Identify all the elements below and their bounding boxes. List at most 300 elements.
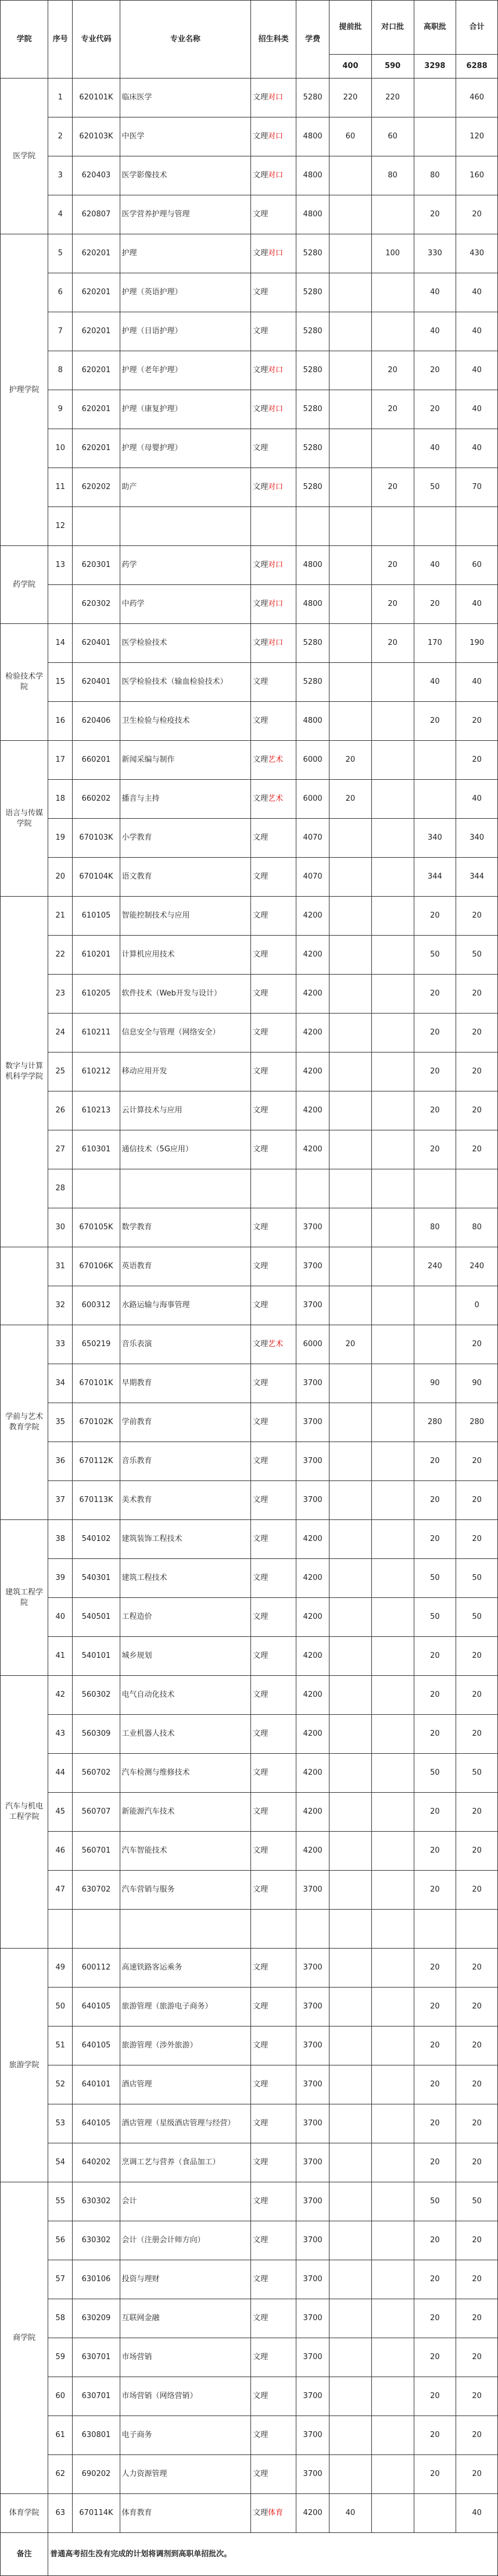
major-name: 护理（老年护理） — [120, 351, 251, 390]
quota-early — [329, 273, 372, 312]
tuition-fee: 4800 — [296, 117, 329, 156]
enroll-type — [251, 468, 296, 507]
quota-higher: 20 — [414, 1988, 456, 2026]
quota-vocational — [371, 1364, 414, 1403]
quota-vocational — [371, 1637, 414, 1676]
row-no: 10 — [48, 429, 73, 468]
enroll-type — [251, 1832, 296, 1871]
major-name: 中药学 — [120, 585, 251, 624]
header-code: 专业代码 — [73, 1, 120, 79]
quota-early — [329, 2026, 372, 2065]
major-code: 620807 — [73, 195, 120, 234]
major-code: 620201 — [73, 429, 120, 468]
quota-vocational — [371, 1910, 414, 1949]
sum-total: 6288 — [456, 55, 498, 79]
quota-higher: 20 — [414, 2104, 456, 2143]
quota-vocational: 80 — [371, 156, 414, 195]
major-name: 电子商务 — [120, 2416, 251, 2455]
row-no: 24 — [48, 1014, 73, 1052]
enroll-type-tag: 对口 — [268, 366, 284, 374]
quota-higher: 50 — [414, 2182, 456, 2221]
quota-total: 50 — [456, 936, 498, 975]
quota-higher: 20 — [414, 195, 456, 234]
quota-higher: 20 — [414, 1832, 456, 1871]
enroll-type-tag: 对口 — [268, 561, 284, 569]
quota-total: 20 — [456, 1949, 498, 1988]
major-code: 630106 — [73, 2260, 120, 2299]
enroll-type — [251, 1364, 296, 1403]
tuition-fee — [296, 1910, 329, 1949]
table-row — [1, 1286, 498, 1325]
tuition-fee: 5280 — [296, 429, 329, 468]
enroll-type-base: 文理 — [253, 1223, 268, 1232]
quota-early — [329, 1910, 372, 1949]
major-name: 护理（英语护理） — [120, 273, 251, 312]
enroll-type — [251, 1052, 296, 1091]
major-name: 护理（母婴护理） — [120, 429, 251, 468]
row-no: 45 — [48, 1793, 73, 1832]
table-row — [1, 1169, 498, 1208]
enroll-type-base: 文理 — [253, 1418, 268, 1426]
enroll-type — [251, 1676, 296, 1715]
quota-total: 20 — [456, 2299, 498, 2338]
quota-early — [329, 390, 372, 429]
row-no: 14 — [48, 624, 73, 663]
major-code: 630302 — [73, 2182, 120, 2221]
quota-vocational — [371, 1403, 414, 1442]
row-no: 23 — [48, 975, 73, 1014]
quota-higher: 20 — [414, 1130, 456, 1169]
major-name: 互联网金融 — [120, 2299, 251, 2338]
enroll-type-base: 文理 — [253, 600, 268, 608]
row-no — [48, 585, 73, 624]
table-row — [1, 741, 498, 780]
quota-higher: 240 — [414, 1247, 456, 1286]
table-row — [1, 1988, 498, 2026]
table-row — [1, 546, 498, 585]
major-code: 610301 — [73, 1130, 120, 1169]
quota-early — [329, 1247, 372, 1286]
table-row — [1, 858, 498, 897]
major-name: 工业机器人技术 — [120, 1715, 251, 1754]
quota-higher: 40 — [414, 312, 456, 351]
quota-early — [329, 819, 372, 858]
table-row — [1, 936, 498, 975]
quota-total: 50 — [456, 1754, 498, 1793]
major-code: 640101 — [73, 2065, 120, 2104]
quota-higher: 50 — [414, 1559, 456, 1598]
enroll-type-base: 文理 — [253, 716, 268, 725]
quota-total: 90 — [456, 1364, 498, 1403]
quota-higher: 340 — [414, 819, 456, 858]
quota-vocational — [371, 1988, 414, 2026]
major-code — [73, 1910, 120, 1949]
row-no: 20 — [48, 858, 73, 897]
major-code: 620302 — [73, 585, 120, 624]
quota-higher: 20 — [414, 1481, 456, 1520]
row-no: 38 — [48, 1520, 73, 1559]
major-name: 助产 — [120, 468, 251, 507]
tuition-fee: 3700 — [296, 2260, 329, 2299]
enroll-type-tag: 艺术 — [268, 794, 284, 803]
row-no: 1 — [48, 79, 73, 117]
enroll-type-base: 文理 — [253, 833, 268, 842]
quota-higher: 20 — [414, 2299, 456, 2338]
quota-higher: 170 — [414, 624, 456, 663]
table-row — [1, 702, 498, 741]
quota-early — [329, 195, 372, 234]
major-code — [73, 1169, 120, 1208]
major-name — [120, 507, 251, 546]
major-code: 560309 — [73, 1715, 120, 1754]
row-no: 61 — [48, 2416, 73, 2455]
major-code: 540101 — [73, 1637, 120, 1676]
major-code: 670106K — [73, 1247, 120, 1286]
quota-early — [329, 1754, 372, 1793]
row-no: 53 — [48, 2104, 73, 2143]
quota-higher: 20 — [414, 1520, 456, 1559]
quota-vocational: 20 — [371, 546, 414, 585]
major-name: 汽车智能技术 — [120, 1832, 251, 1871]
quota-early — [329, 1988, 372, 2026]
quota-vocational — [371, 1559, 414, 1598]
major-name: 水路运输与海事管理 — [120, 1286, 251, 1325]
quota-early — [329, 2416, 372, 2455]
quota-total: 430 — [456, 234, 498, 273]
quota-early — [329, 1520, 372, 1559]
tuition-fee: 4800 — [296, 546, 329, 585]
tuition-fee — [296, 1169, 329, 1208]
tuition-fee: 4200 — [296, 1052, 329, 1091]
enroll-type-base: 文理 — [253, 2197, 268, 2206]
major-name: 会计 — [120, 2182, 251, 2221]
row-no: 19 — [48, 819, 73, 858]
college-cell: 旅游学院 — [1, 1949, 48, 2182]
major-name: 旅游管理（涉外旅游） — [120, 2026, 251, 2065]
quota-total — [456, 1169, 498, 1208]
enroll-type-base: 文理 — [253, 288, 268, 297]
quota-higher: 20 — [414, 2026, 456, 2065]
major-name: 英语教育 — [120, 1247, 251, 1286]
row-no — [48, 1910, 73, 1949]
quota-vocational — [371, 2065, 414, 2104]
major-name: 医学营养护理与管理 — [120, 195, 251, 234]
quota-total: 40 — [456, 2494, 498, 2533]
quota-higher: 20 — [414, 1949, 456, 1988]
major-name: 云计算技术与应用 — [120, 1091, 251, 1130]
enroll-type-base: 文理 — [253, 1651, 268, 1660]
row-no: 4 — [48, 195, 73, 234]
enroll-type-base: 文理 — [253, 1963, 268, 1972]
enroll-type-base: 文理 — [253, 483, 268, 491]
table-row — [1, 507, 498, 546]
quota-higher: 344 — [414, 858, 456, 897]
enroll-type-base: 文理 — [253, 1067, 268, 1076]
quota-early — [329, 702, 372, 741]
major-code: 600312 — [73, 1286, 120, 1325]
major-name: 护理（康复护理） — [120, 390, 251, 429]
enroll-type — [251, 1403, 296, 1442]
row-no: 16 — [48, 702, 73, 741]
row-no: 35 — [48, 1403, 73, 1442]
major-code: 620403 — [73, 156, 120, 195]
header-quota-higher: 高职批 — [414, 1, 456, 55]
table-row — [1, 1403, 498, 1442]
major-code: 620201 — [73, 351, 120, 390]
enroll-type-base: 文理 — [253, 1028, 268, 1037]
major-code: 640105 — [73, 1988, 120, 2026]
quota-early — [329, 1949, 372, 1988]
major-name: 药学 — [120, 546, 251, 585]
tuition-fee: 3700 — [296, 1949, 329, 1988]
major-name: 人力资源管理 — [120, 2455, 251, 2494]
college-cell: 建筑工程学院 — [1, 1520, 48, 1676]
major-code: 610212 — [73, 1052, 120, 1091]
quota-higher: 20 — [414, 1676, 456, 1715]
major-code: 640105 — [73, 2026, 120, 2065]
enroll-type-base: 文理 — [253, 249, 268, 258]
enroll-type — [251, 1871, 296, 1910]
quota-early — [329, 1598, 372, 1637]
quota-higher: 20 — [414, 1793, 456, 1832]
tuition-fee: 3700 — [296, 1988, 329, 2026]
row-no: 33 — [48, 1325, 73, 1364]
major-code: 630801 — [73, 2416, 120, 2455]
quota-early — [329, 1169, 372, 1208]
tuition-fee: 4070 — [296, 819, 329, 858]
enroll-type-base: 文理 — [253, 2275, 268, 2284]
tuition-fee: 4200 — [296, 936, 329, 975]
enroll-type-tag: 对口 — [268, 483, 284, 491]
enroll-type-base: 文理 — [253, 1885, 268, 1894]
table-row — [1, 1598, 498, 1637]
row-no: 17 — [48, 741, 73, 780]
quota-higher — [414, 1169, 456, 1208]
quota-vocational — [371, 195, 414, 234]
quota-higher: 40 — [414, 663, 456, 702]
tuition-fee: 5280 — [296, 312, 329, 351]
quota-higher: 20 — [414, 1715, 456, 1754]
enroll-type-base: 文理 — [253, 1379, 268, 1387]
quota-higher: 50 — [414, 1598, 456, 1637]
quota-early — [329, 897, 372, 936]
table-row — [1, 1715, 498, 1754]
quota-vocational — [371, 702, 414, 741]
quota-total: 340 — [456, 819, 498, 858]
major-name — [120, 1169, 251, 1208]
major-name: 城乡规划 — [120, 1637, 251, 1676]
quota-early — [329, 1676, 372, 1715]
quota-higher: 20 — [414, 1052, 456, 1091]
tuition-fee: 5280 — [296, 663, 329, 702]
major-name: 美术教育 — [120, 1481, 251, 1520]
quota-early — [329, 1014, 372, 1052]
tuition-fee: 3700 — [296, 2182, 329, 2221]
quota-total: 20 — [456, 1091, 498, 1130]
table-row — [1, 1832, 498, 1871]
enroll-type-base: 文理 — [253, 2353, 268, 2361]
row-no: 36 — [48, 1442, 73, 1481]
quota-total: 20 — [456, 1052, 498, 1091]
table-row — [1, 2182, 498, 2221]
enroll-type — [251, 780, 296, 819]
major-name: 早期教育 — [120, 1364, 251, 1403]
quota-total: 0 — [456, 1286, 498, 1325]
quota-early — [329, 2182, 372, 2221]
major-code: 560702 — [73, 1754, 120, 1793]
row-no: 28 — [48, 1169, 73, 1208]
quota-vocational — [371, 2299, 414, 2338]
major-name: 语文教育 — [120, 858, 251, 897]
college-cell: 体育学院 — [1, 2494, 48, 2533]
quota-higher — [414, 507, 456, 546]
tuition-fee: 4070 — [296, 858, 329, 897]
major-code: 630701 — [73, 2377, 120, 2416]
tuition-fee: 4200 — [296, 1520, 329, 1559]
enroll-type — [251, 2260, 296, 2299]
major-name: 体育教育 — [120, 2494, 251, 2533]
tuition-fee: 4200 — [296, 2494, 329, 2533]
quota-total: 20 — [456, 2221, 498, 2260]
header-fee: 学费 — [296, 1, 329, 79]
row-no: 22 — [48, 936, 73, 975]
quota-higher: 330 — [414, 234, 456, 273]
enroll-type — [251, 1793, 296, 1832]
quota-vocational — [371, 1325, 414, 1364]
major-code: 670101K — [73, 1364, 120, 1403]
major-code: 660202 — [73, 780, 120, 819]
quota-total: 160 — [456, 156, 498, 195]
quota-higher: 50 — [414, 936, 456, 975]
enroll-type — [251, 741, 296, 780]
row-no: 59 — [48, 2338, 73, 2377]
major-code: 620401 — [73, 624, 120, 663]
quota-total: 50 — [456, 1598, 498, 1637]
major-name: 中医学 — [120, 117, 251, 156]
row-no: 34 — [48, 1364, 73, 1403]
header-no: 序号 — [48, 1, 73, 79]
quota-higher — [414, 2494, 456, 2533]
quota-higher — [414, 780, 456, 819]
enroll-type-base: 文理 — [253, 950, 268, 959]
row-no: 43 — [48, 1715, 73, 1754]
quota-total: 20 — [456, 1988, 498, 2026]
quota-total: 20 — [456, 702, 498, 741]
enroll-type-base: 文理 — [253, 1729, 268, 1738]
quota-early — [329, 312, 372, 351]
quota-higher: 20 — [414, 585, 456, 624]
quota-higher — [414, 1286, 456, 1325]
row-no: 58 — [48, 2299, 73, 2338]
tuition-fee: 5280 — [296, 390, 329, 429]
enroll-type — [251, 624, 296, 663]
quota-vocational — [371, 741, 414, 780]
quota-vocational — [371, 2416, 414, 2455]
quota-early — [329, 2221, 372, 2260]
row-no: 27 — [48, 1130, 73, 1169]
quota-vocational — [371, 2221, 414, 2260]
table-row — [1, 429, 498, 468]
row-no: 25 — [48, 1052, 73, 1091]
tuition-fee: 5280 — [296, 351, 329, 390]
enroll-type — [251, 546, 296, 585]
college-cell — [1, 1247, 48, 1325]
tuition-fee: 3700 — [296, 2338, 329, 2377]
quota-total: 20 — [456, 1793, 498, 1832]
table-row — [1, 351, 498, 390]
quota-vocational — [371, 2494, 414, 2533]
major-name: 酒店管理 — [120, 2065, 251, 2104]
major-name: 智能控制技术与应用 — [120, 897, 251, 936]
enroll-type-base: 文理 — [253, 1262, 268, 1271]
major-code: 620201 — [73, 390, 120, 429]
table-row — [1, 1325, 498, 1364]
tuition-fee: 6000 — [296, 780, 329, 819]
quota-vocational — [371, 1014, 414, 1052]
quota-total: 40 — [456, 312, 498, 351]
quota-total: 20 — [456, 2260, 498, 2299]
major-name: 投资与理财 — [120, 2260, 251, 2299]
row-no: 46 — [48, 1832, 73, 1871]
quota-vocational — [371, 2026, 414, 2065]
tuition-fee: 3700 — [296, 1286, 329, 1325]
quota-early — [329, 1052, 372, 1091]
enroll-type-base: 文理 — [253, 1612, 268, 1621]
quota-vocational: 220 — [371, 79, 414, 117]
table-row — [1, 195, 498, 234]
row-no: 15 — [48, 663, 73, 702]
quota-higher: 20 — [414, 897, 456, 936]
quota-total: 80 — [456, 1208, 498, 1247]
quota-total: 20 — [456, 1637, 498, 1676]
major-code: 640105 — [73, 2104, 120, 2143]
major-code: 670113K — [73, 1481, 120, 1520]
enroll-type-base: 文理 — [253, 444, 268, 452]
quota-total: 40 — [456, 663, 498, 702]
table-row — [1, 156, 498, 195]
table-row — [1, 1520, 498, 1559]
quota-early: 20 — [329, 1325, 372, 1364]
quota-early — [329, 1130, 372, 1169]
enroll-type-base: 文理 — [253, 2080, 268, 2089]
quota-early — [329, 975, 372, 1014]
enroll-type — [251, 507, 296, 546]
quota-total: 40 — [456, 390, 498, 429]
major-code: 620103K — [73, 117, 120, 156]
quota-early — [329, 2104, 372, 2143]
quota-total: 20 — [456, 975, 498, 1014]
quota-early — [329, 1793, 372, 1832]
enroll-type — [251, 975, 296, 1014]
enroll-type-tag: 对口 — [268, 249, 284, 258]
tuition-fee: 4200 — [296, 1832, 329, 1871]
header-type: 招生科类 — [251, 1, 296, 79]
quota-higher: 20 — [414, 702, 456, 741]
major-code: 540501 — [73, 1598, 120, 1637]
quota-early — [329, 663, 372, 702]
tuition-fee: 3700 — [296, 1364, 329, 1403]
quota-vocational — [371, 858, 414, 897]
row-no: 60 — [48, 2377, 73, 2416]
quota-early: 60 — [329, 117, 372, 156]
college-cell: 汽车与机电工程学院 — [1, 1676, 48, 1949]
quota-total: 40 — [456, 273, 498, 312]
enroll-type — [251, 312, 296, 351]
quota-total: 240 — [456, 1247, 498, 1286]
major-code: 600112 — [73, 1949, 120, 1988]
tuition-fee: 4800 — [296, 195, 329, 234]
header-quota-vocational: 对口批 — [371, 1, 414, 55]
